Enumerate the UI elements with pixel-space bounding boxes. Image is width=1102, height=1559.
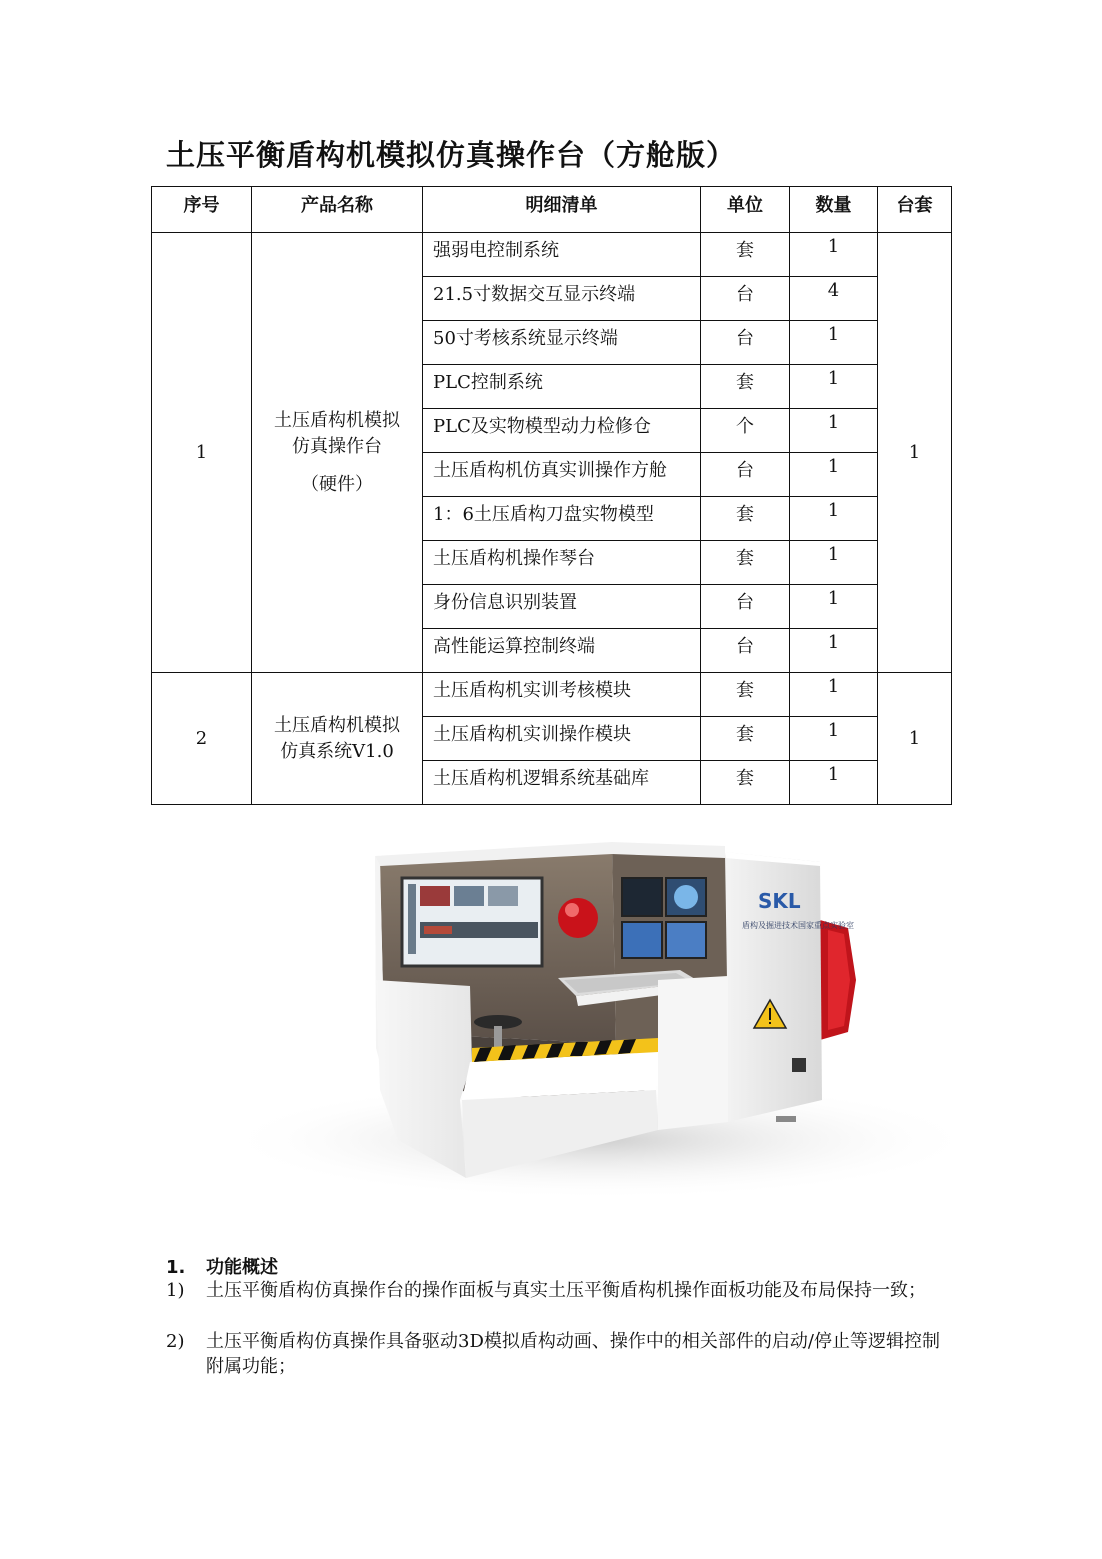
- detail-item: 土压盾构机仿真实训操作方舱: [423, 453, 701, 497]
- unit-cell: 个: [701, 409, 790, 453]
- unit-cell: 台: [701, 321, 790, 365]
- detail-item: PLC控制系统: [423, 365, 701, 409]
- detail-item: 土压盾构机实训操作模块: [423, 717, 701, 761]
- qty-cell: 1: [790, 409, 878, 453]
- unit-cell: 台: [701, 277, 790, 321]
- table-row: [152, 673, 952, 717]
- qty-cell: 1: [790, 365, 878, 409]
- detail-item: 土压盾构机操作琴台: [423, 541, 701, 585]
- qty-cell: 1: [790, 673, 878, 717]
- group-index: 1: [152, 233, 252, 673]
- detail-item: 土压盾构机实训考核模块: [423, 673, 701, 717]
- list-item-text: 土压平衡盾构仿真操作台的操作面板与真实土压平衡盾构机操作面板功能及布局保持一致；: [206, 1280, 926, 1301]
- qty-cell: 1: [790, 717, 878, 761]
- list-item-number: 2): [166, 1331, 185, 1352]
- lab-name-text: 盾构及掘进技术国家重点实验室: [742, 921, 854, 930]
- qty-cell: 1: [790, 321, 878, 365]
- table-row: [152, 233, 952, 277]
- detail-item: 50寸考核系统显示终端: [423, 321, 701, 365]
- qty-cell: 4: [790, 277, 878, 321]
- page-title: 土压平衡盾构机模拟仿真操作台（方舱版）: [166, 138, 737, 172]
- unit-cell: 套: [701, 673, 790, 717]
- qty-cell: 1: [790, 497, 878, 541]
- product-name-text: [252, 408, 422, 498]
- unit-cell: 套: [701, 717, 790, 761]
- product-spec-table: [151, 186, 952, 805]
- unit-cell: 台: [701, 629, 790, 673]
- detail-item: 1：6土压盾构刀盘实物模型: [423, 497, 701, 541]
- detail-item: 强弱电控制系统: [423, 233, 701, 277]
- qty-cell: 1: [790, 629, 878, 673]
- unit-cell: 套: [701, 761, 790, 805]
- unit-cell: 套: [701, 233, 790, 277]
- unit-cell: 台: [701, 585, 790, 629]
- table-header-row: [152, 187, 952, 233]
- detail-item: 身份信息识别装置: [423, 585, 701, 629]
- section-number: 1.: [166, 1257, 186, 1278]
- qty-cell: 1: [790, 761, 878, 805]
- skl-logo-text: SKL: [758, 889, 801, 913]
- product-name: 土压盾构机模拟仿真操作台: [274, 409, 400, 457]
- unit-cell: 套: [701, 497, 790, 541]
- product-name: 土压盾构机模拟仿真系统V1.0: [274, 714, 400, 762]
- unit-cell: 台: [701, 453, 790, 497]
- qty-cell: 1: [790, 233, 878, 277]
- list-item: [166, 1329, 946, 1379]
- detail-item: PLC及实物模型动力检修仓: [423, 409, 701, 453]
- unit-cell: 套: [701, 541, 790, 585]
- header-detail-list: 明细清单: [423, 187, 701, 233]
- group-index: 2: [152, 673, 252, 805]
- unit-cell: 套: [701, 365, 790, 409]
- group-sets: 1: [878, 673, 952, 805]
- header-unit: 单位: [701, 187, 790, 233]
- list-item-number: 1): [166, 1280, 185, 1301]
- product-name-text: [252, 713, 422, 765]
- header-product-name: 产品名称: [252, 187, 423, 233]
- group-product-name: [252, 233, 423, 673]
- detail-item: 土压盾构机逻辑系统基础库: [423, 761, 701, 805]
- qty-cell: 1: [790, 541, 878, 585]
- list-item: [166, 1278, 946, 1303]
- qr-code-icon: [792, 1058, 806, 1072]
- product-name-sub: （硬件）: [301, 473, 373, 495]
- header-index: 序号: [152, 187, 252, 233]
- qty-cell: 1: [790, 585, 878, 629]
- section-heading: [166, 1253, 278, 1279]
- list-item-text: 土压平衡盾构仿真操作具备驱动3D模拟盾构动画、操作中的相关部件的启动/停止等逻辑控制附属功能；: [206, 1331, 940, 1377]
- detail-item: 21.5寸数据交互显示终端: [423, 277, 701, 321]
- group-sets: 1: [878, 233, 952, 673]
- group-product-name: [252, 673, 423, 805]
- detail-item: 高性能运算控制终端: [423, 629, 701, 673]
- header-sets: 台套: [878, 187, 952, 233]
- qty-cell: 1: [790, 453, 878, 497]
- section-title: 功能概述: [206, 1257, 278, 1278]
- header-quantity: 数量: [790, 187, 878, 233]
- simulator-cabin-photo: [180, 800, 960, 1220]
